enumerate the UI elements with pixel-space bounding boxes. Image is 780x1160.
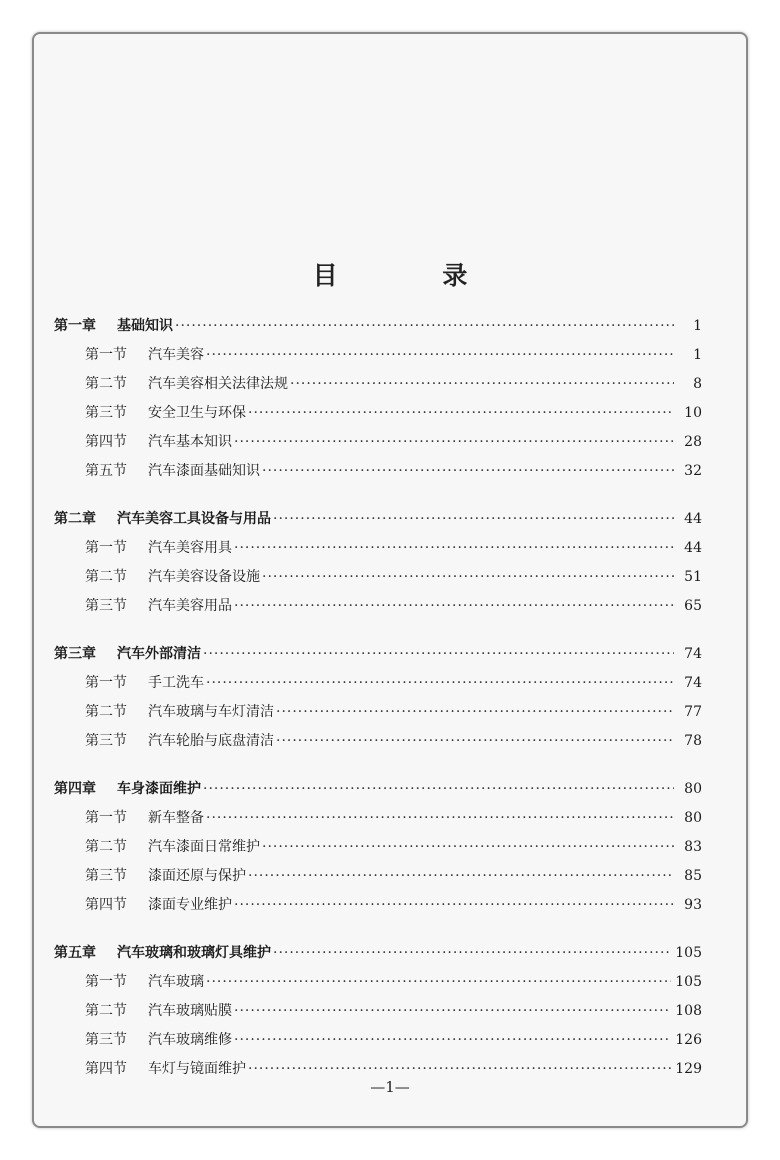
- dot-leader: [206, 974, 671, 990]
- dot-leader: [234, 598, 674, 614]
- section-page-number: 85: [684, 868, 702, 884]
- toc-section-entry[interactable]: [54, 1029, 702, 1058]
- section-page-number: 126: [675, 1032, 702, 1048]
- section-number: 第一节: [85, 347, 127, 363]
- dot-leader: [206, 675, 674, 691]
- toc-section-entry[interactable]: [54, 865, 702, 894]
- section-page-number: 80: [684, 810, 702, 826]
- section-title: 汽车轮胎与底盘清洁: [148, 733, 274, 749]
- dot-leader: [234, 1003, 671, 1019]
- dot-leader: [203, 646, 674, 662]
- toc-section-entry[interactable]: [54, 807, 702, 836]
- section-page-number: 1: [693, 347, 702, 363]
- chapter-number: 第一章: [54, 318, 96, 334]
- toc-section-entry[interactable]: [54, 566, 702, 595]
- section-title: 汽车美容用品: [148, 598, 232, 614]
- toc-section-entry[interactable]: [54, 373, 702, 402]
- section-page-number: 44: [684, 540, 702, 556]
- section-page-number: 10: [684, 405, 702, 421]
- dot-leader: [234, 434, 674, 450]
- section-page-number: 83: [684, 839, 702, 855]
- section-page-number: 32: [684, 463, 702, 479]
- toc-chapter-entry[interactable]: [54, 643, 702, 672]
- section-page-number: 74: [684, 675, 702, 691]
- toc-section-entry[interactable]: [54, 894, 702, 923]
- page-title: 目 录: [312, 261, 516, 290]
- section-number: 第一节: [85, 540, 127, 556]
- toc-chapter-entry[interactable]: [54, 508, 702, 537]
- dot-leader: [248, 868, 674, 884]
- section-number: 第二节: [85, 704, 127, 720]
- section-number: 第一节: [85, 974, 127, 990]
- dot-leader: [206, 810, 674, 826]
- section-number: 第四节: [85, 434, 127, 450]
- section-number: 第二节: [85, 1003, 127, 1019]
- section-page-number: 51: [684, 569, 702, 585]
- toc-section-entry[interactable]: [54, 730, 702, 759]
- section-page-number: 105: [675, 974, 702, 990]
- section-number: 第二节: [85, 569, 127, 585]
- chapter-title: 汽车外部清洁: [117, 646, 201, 662]
- section-title: 汽车漆面基础知识: [148, 463, 260, 479]
- section-page-number: 28: [684, 434, 702, 450]
- dot-leader: [203, 781, 674, 797]
- chapter-page-number: 1: [693, 318, 702, 334]
- table-of-contents: [54, 305, 702, 1087]
- section-page-number: 77: [684, 704, 702, 720]
- toc-section-entry[interactable]: [54, 460, 702, 489]
- chapter-page-number: 44: [684, 511, 702, 527]
- section-number: 第四节: [85, 897, 127, 913]
- toc-section-entry[interactable]: [54, 431, 702, 460]
- chapter-number: 第四章: [54, 781, 96, 797]
- dot-leader: [248, 1061, 671, 1077]
- dot-leader: [276, 704, 674, 720]
- section-number: 第二节: [85, 376, 127, 392]
- dot-leader: [262, 839, 674, 855]
- dot-leader: [175, 318, 674, 334]
- section-page-number: 108: [675, 1003, 702, 1019]
- section-title: 新车整备: [148, 810, 204, 826]
- toc-chapter-entry[interactable]: [54, 778, 702, 807]
- section-number: 第一节: [85, 675, 127, 691]
- chapter-title: 基础知识: [117, 318, 173, 334]
- document-page: [32, 32, 748, 1128]
- section-page-number: 78: [684, 733, 702, 749]
- section-title: 汽车基本知识: [148, 434, 232, 450]
- section-title: 漆面专业维护: [148, 897, 232, 913]
- chapter-number: 第三章: [54, 646, 96, 662]
- section-title: 汽车玻璃维修: [148, 1032, 232, 1048]
- section-title: 汽车美容设备设施: [148, 569, 260, 585]
- toc-section-entry[interactable]: [54, 537, 702, 566]
- section-number: 第三节: [85, 598, 127, 614]
- section-number: 第二节: [85, 839, 127, 855]
- dot-leader: [234, 897, 674, 913]
- chapter-page-number: 80: [684, 781, 702, 797]
- section-page-number: 93: [684, 897, 702, 913]
- chapter-title: 汽车玻璃和玻璃灯具维护: [117, 945, 271, 961]
- section-page-number: 65: [684, 598, 702, 614]
- toc-section-entry[interactable]: [54, 701, 702, 730]
- toc-section-entry[interactable]: [54, 672, 702, 701]
- toc-section-entry[interactable]: [54, 971, 702, 1000]
- section-title: 漆面还原与保护: [148, 868, 246, 884]
- section-title: 车灯与镜面维护: [148, 1061, 246, 1077]
- chapter-title: 汽车美容工具设备与用品: [117, 511, 271, 527]
- chapter-page-number: 105: [675, 945, 702, 961]
- chapter-page-number: 74: [684, 646, 702, 662]
- toc-section-entry[interactable]: [54, 595, 702, 624]
- dot-leader: [248, 405, 674, 421]
- section-title: 汽车玻璃贴膜: [148, 1003, 232, 1019]
- dot-leader: [276, 733, 674, 749]
- section-title: 汽车玻璃与车灯清洁: [148, 704, 274, 720]
- toc-section-entry[interactable]: [54, 402, 702, 431]
- dot-leader: [206, 347, 674, 363]
- section-number: 第三节: [85, 405, 127, 421]
- section-title: 汽车美容相关法律法规: [148, 376, 288, 392]
- section-title: 手工洗车: [148, 675, 204, 691]
- toc-chapter-entry[interactable]: [54, 315, 702, 344]
- dot-leader: [273, 511, 674, 527]
- toc-section-entry[interactable]: [54, 836, 702, 865]
- page-number-footer: —1—: [370, 1078, 410, 1096]
- dot-leader: [273, 945, 671, 961]
- chapter-number: 第五章: [54, 945, 96, 961]
- section-number: 第四节: [85, 1061, 127, 1077]
- section-page-number: 129: [675, 1061, 702, 1077]
- dot-leader: [290, 376, 674, 392]
- section-number: 第一节: [85, 810, 127, 826]
- dot-leader: [262, 569, 674, 585]
- section-title: 安全卫生与环保: [148, 405, 246, 421]
- dot-leader: [234, 1032, 671, 1048]
- toc-section-entry[interactable]: [54, 1000, 702, 1029]
- toc-section-entry[interactable]: [54, 344, 702, 373]
- section-number: 第五节: [85, 463, 127, 479]
- chapter-number: 第二章: [54, 511, 96, 527]
- section-number: 第三节: [85, 1032, 127, 1048]
- section-page-number: 8: [693, 376, 702, 392]
- section-title: 汽车玻璃: [148, 974, 204, 990]
- dot-leader: [262, 463, 674, 479]
- section-number: 第三节: [85, 868, 127, 884]
- dot-leader: [234, 540, 674, 556]
- section-title: 汽车美容用具: [148, 540, 232, 556]
- chapter-title: 车身漆面维护: [117, 781, 201, 797]
- section-title: 汽车美容: [148, 347, 204, 363]
- section-number: 第三节: [85, 733, 127, 749]
- section-title: 汽车漆面日常维护: [148, 839, 260, 855]
- toc-chapter-entry[interactable]: [54, 942, 702, 971]
